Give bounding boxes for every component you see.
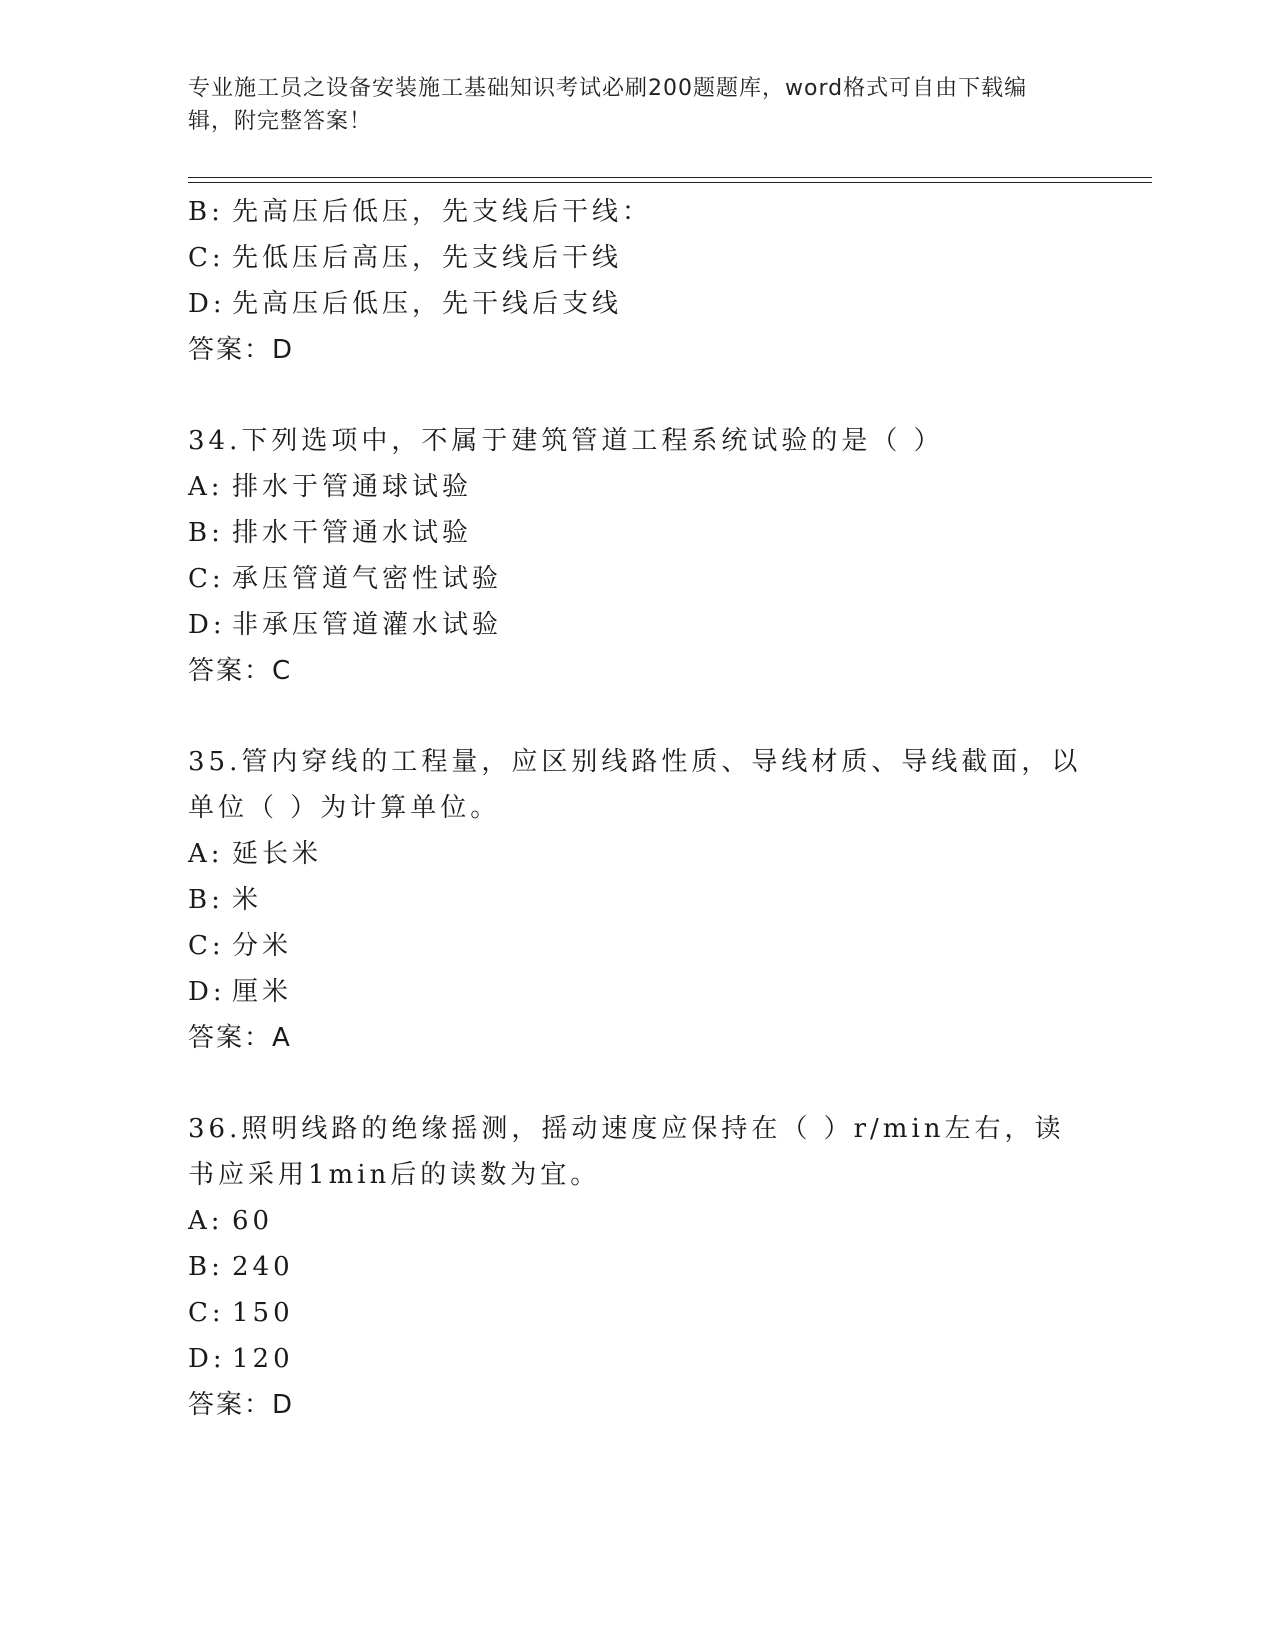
option-key: B: (188, 1252, 224, 1282)
option-key: B: (188, 518, 224, 548)
option-c (188, 923, 1088, 969)
option-d (188, 602, 1088, 648)
question-34 (188, 418, 1088, 694)
question-36 (188, 1106, 1088, 1428)
question-stem: 34.下列选项中，不属于建筑管道工程系统试验的是（ ） (188, 426, 944, 456)
option-d (188, 969, 1088, 1015)
option-key: D: (188, 1344, 226, 1374)
option-text: 240 (232, 1252, 294, 1282)
option-c (188, 235, 1088, 281)
option-text: 排水于管通球试验 (232, 472, 473, 502)
option-b (188, 189, 1088, 235)
answer-line: 答案：A (188, 1023, 292, 1053)
option-c (188, 556, 1088, 602)
option-d (188, 281, 1088, 327)
question-35 (188, 739, 1088, 1061)
option-text: 分米 (232, 931, 293, 961)
option-key: A: (188, 1206, 224, 1236)
option-a (188, 1198, 1088, 1244)
header-divider-top (188, 177, 1152, 178)
option-text: 先高压后低压，先支线后干线： (232, 197, 653, 227)
document-body (188, 189, 1088, 1428)
option-key: A: (188, 472, 224, 502)
option-text: 非承压管道灌水试验 (232, 610, 503, 640)
answer-line: 答案：D (188, 1390, 295, 1420)
option-text: 厘米 (232, 977, 293, 1007)
option-text: 延长米 (232, 839, 323, 869)
option-key: D: (188, 610, 226, 640)
option-text: 米 (232, 885, 263, 915)
answer-line: 答案：C (188, 656, 293, 686)
option-key: D: (188, 289, 226, 319)
document-header: 专业施工员之设备安装施工基础知识考试必刷200题题库，word格式可自由下载编辑，附完整答案！ (188, 76, 1028, 134)
option-text: 先低压后高压，先支线后干线 (232, 243, 623, 273)
option-key: B: (188, 885, 224, 915)
header-divider-bottom (188, 182, 1152, 183)
option-key: B: (188, 197, 224, 227)
option-text: 承压管道气密性试验 (232, 564, 503, 594)
option-key: A: (188, 839, 224, 869)
option-key: C: (188, 564, 225, 594)
option-b (188, 510, 1088, 556)
question-stem: 36.照明线路的绝缘摇测，摇动速度应保持在（ ）r/min左右，读书应采用1min后的读数为宜。 (188, 1114, 1065, 1190)
option-b (188, 1244, 1088, 1290)
option-text: 先高压后低压，先干线后支线 (232, 289, 623, 319)
option-key: C: (188, 931, 225, 961)
option-key: C: (188, 1298, 225, 1328)
option-d (188, 1336, 1088, 1382)
answer-line: 答案：D (188, 335, 295, 365)
option-a (188, 464, 1088, 510)
option-text: 60 (232, 1206, 274, 1236)
option-key: C: (188, 243, 225, 273)
option-c (188, 1290, 1088, 1336)
option-key: D: (188, 977, 226, 1007)
option-text: 120 (232, 1344, 294, 1374)
option-text: 排水干管通水试验 (232, 518, 473, 548)
question-stem: 35.管内穿线的工程量，应区别线路性质、导线材质、导线截面，以单位（ ）为计算单位。 (188, 747, 1082, 823)
option-text: 150 (232, 1298, 294, 1328)
option-b (188, 877, 1088, 923)
question-33-continuation (188, 189, 1088, 373)
option-a (188, 831, 1088, 877)
